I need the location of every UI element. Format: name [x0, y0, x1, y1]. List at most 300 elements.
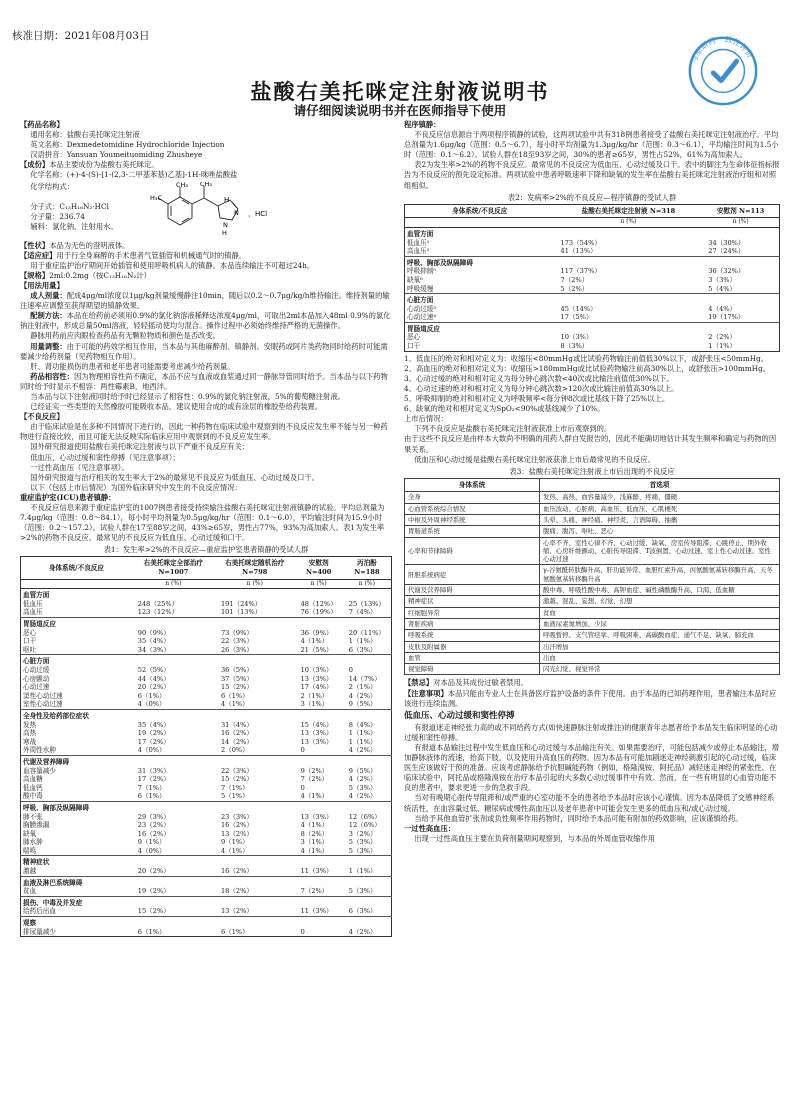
table-group-row [21, 801, 392, 812]
table-group-label: 损伤、中毒及并发症 [21, 896, 392, 907]
table-row-label: 酸中毒 [23, 792, 43, 801]
logo-text: 与原研药一致性评价 [689, 34, 755, 65]
dose-adjust-text: 由于可能的药效学相互作用，当本品与其他麻醉剂、镇静剂、安眠药或阿片类药物同时给药时可能需要减少给药剂量（见药物相互作用）。 [20, 341, 388, 361]
table-cell: 37（5%） [220, 674, 253, 683]
table-cell: 41（13%） [560, 247, 597, 256]
table-row-label: 中枢及外周神经系统 [405, 514, 540, 525]
table-cell: 13（3%） [300, 674, 333, 683]
table-cell: 44（4%） [137, 674, 170, 683]
hypotension-p1: 有报道迷走神经张力高的或不同给药方式(如快速静脉注射或推注)的健康青年志愿者给予本品发生临床明显的心动过缓和窦性停搏。 [404, 722, 778, 742]
transient-hypertension-heading: 一过性高血压： [404, 823, 456, 833]
table-group-label: 心脏方面 [21, 655, 392, 666]
table-group-row [21, 755, 392, 766]
table2-caption: 表2：发病率>2%的不良反应—程序镇静的受试人群 [507, 192, 677, 202]
table-cell: 7（2%） [300, 775, 329, 784]
table-cell: 11（3%） [300, 867, 333, 876]
table-cell: 45（14%） [560, 304, 597, 313]
table2-col-placebo: 安慰剂 N=113 [702, 204, 779, 218]
table-cell: 19（2%） [137, 729, 170, 738]
transient-hypertension-text: 出现一过性高血压主要在负荷剂量期间观察到，与本品的外周血管收缩作用 [414, 833, 656, 843]
specification-text: 2ml:0.2mg（按C₁₃H₁₆N₂计） [49, 270, 151, 280]
table-row [21, 792, 392, 801]
table-row-label: 精神症状 [405, 596, 540, 607]
hypotension-p2: 有报道本品输注过程中发生低血压和心动过缓与本品输注有关。如果需要治疗，可能包括减少或停止本品输注，增加静脉液体的流速，抬高下肢，以及使用升高血压的药物。因为本品有可能加剧迷走神经刺激引起的心动过缓，临床医生应该做好干预的准备。应该考虑静脉给予抗胆碱能药物（例如，格隆溴铵、阿托品）减轻迷走神经的紧张性。在临床试验中，阿托品或格隆溴铵在治疗本品引起的大多数心动过缓事件中有效。然而，在一些有明显的心血管功能不良的患者中，要求更进一步的急救手段。 [404, 742, 780, 793]
table-row-label: 低血压¹ [407, 238, 430, 247]
right-column [404, 120, 780, 844]
consistency-evaluation-logo [684, 30, 762, 108]
table-cell: 贫血 [540, 607, 780, 618]
table-row [405, 537, 780, 565]
table-cell: 123（12%） [137, 608, 179, 617]
table-row-label: 心房颤动 [23, 674, 50, 683]
table-row-label: 缺氧⁶ [407, 275, 423, 284]
table-row-label: 胸膜渗漏 [23, 821, 50, 830]
table1-col-propofol: 丙泊酚 N=188 [343, 557, 392, 579]
table-row-label: 肺水肿 [23, 838, 43, 847]
table-cell: 20（2%） [137, 683, 170, 692]
table-row [405, 503, 780, 514]
table-row [21, 683, 392, 692]
character-heading: 【性状】 [20, 240, 50, 250]
table-row-label: 排尿量减少 [23, 927, 56, 936]
svg-text:H: H [224, 195, 230, 204]
table2-col-system: 身体系统/不良反应 [405, 204, 555, 218]
table-cell: 出汗增加 [540, 641, 780, 652]
svg-text:H₃C: H₃C [150, 193, 163, 202]
hypotension-heading: 低血压、心动过缓和窦性停搏 [404, 710, 515, 721]
table-cell: 7（1%） [220, 783, 249, 792]
adverse-p2: 国外研究报道使用盐酸右美托咪定注射液与以下严重不良反应有关： [30, 442, 250, 452]
table-cell: 13（3%） [300, 729, 333, 738]
procedural-text-2: 表2为发生率>2%的药物不良反应。最常见的不良反应为低血压、心动过缓及口干。表中的脚注为生命体征指标报告为不良反应的预先设定标准。两项试验中患者呼吸速率下降和缺氧的发生率在盐酸右美托咪定注射液治疗组和对照组相似。 [404, 160, 780, 190]
table-cell: 20（11%） [348, 628, 385, 637]
formula-heading: 化学结构式： [30, 181, 74, 191]
drug-name-heading: 【药品名称】 [20, 120, 64, 129]
molecular-weight: 分子量：236.74 [30, 211, 85, 221]
table-row [405, 342, 780, 351]
table-row-label: 代谢及营养障碍 [405, 585, 540, 596]
postmarket-heading: 上市后情况： [404, 414, 448, 424]
table-cell: 酸中毒、呼吸性酸中毒、高钾血症、碱性磷酸酶升高、口渴、低血糖 [540, 585, 780, 596]
compatibility-heading: 药品相容性： [30, 371, 74, 381]
table-group-label: 胃肠道反应 [405, 322, 780, 333]
table-cell: 4（0%） [137, 746, 166, 755]
preparation-text: 本品在给药前必须用0.9%的氯化钠溶液稀释达浓度4μg/ml，可取出2ml本品加入48ml 0.9%的氯化钠注射液中，形成总量50ml溶液，轻轻摇动使均匀混合。操作过程中必须始终维持严格的无菌操作。 [20, 311, 391, 331]
table-group-row [21, 917, 392, 928]
page-subtitle: 请仔细阅读说明书并在医师指导下使用 [293, 103, 507, 118]
table-cell: 4（0%） [137, 700, 166, 709]
table-cell: 5（3%） [348, 838, 377, 847]
table-cell: 4（1%） [300, 792, 329, 801]
table-cell: 14（7%） [348, 674, 381, 683]
table-cell: 23（3%） [220, 812, 253, 821]
table-row [21, 666, 392, 675]
adult-dose-text: 配成4μg/ml浓度以1μg/kg剂量缓慢静注10min，随后以0.2～0.7μg/kg/h维持输注。维持剂量的输注速率应调整至获得期望的镇静效果。 [20, 291, 390, 311]
table-cell: 25（13%） [348, 599, 385, 608]
table-cell: 90（9%） [137, 628, 170, 637]
table-cell: 血压波动、心脏病、高血压、低血压、心肌梗死 [540, 503, 780, 514]
table-row [405, 333, 780, 342]
table-group-row [21, 589, 392, 600]
table-cell: 2（1%） [348, 683, 377, 692]
hcl-label: ，HCl [248, 209, 268, 218]
table-cell: 22（3%） [220, 637, 253, 646]
table-cell: 17（5%） [560, 313, 593, 322]
table-row-label: 呕吐 [23, 645, 37, 654]
table-group-label: 心脏方面 [405, 294, 780, 305]
table-row-label: 呼吸缓慢 [407, 284, 434, 293]
table-cell: 头晕、头痛、神经痛、神经炎、言语障碍、抽搐 [540, 514, 780, 525]
table-row [21, 746, 392, 755]
table-row [21, 813, 392, 822]
table-row-label: 给药后出血 [23, 907, 56, 916]
table-cell: 1（1%） [348, 737, 377, 746]
approval-date: 核准日期：2021年08月03日 [12, 30, 150, 42]
table-row [21, 692, 392, 701]
compatibility-text: 因为物理相容性尚不确定，本品不应与血液或血浆通过同一静脉导管同时给予。当本品与以下药物同时给予时显示不相容：两性霉素B，地西泮。 [20, 371, 388, 391]
table-row [405, 618, 780, 629]
table-cell: 16（2%） [220, 729, 253, 738]
table1-col-dex-rand: 右美托咪定随机治疗 N=798 [215, 557, 295, 579]
table-group-label: 代谢及营养障碍 [21, 755, 392, 766]
table-row [21, 729, 392, 738]
table-cell: 4（1%） [220, 846, 249, 855]
table-cell: 0 [300, 927, 305, 936]
footnote-6: 6、缺氧的绝对和相对定义为SpO₂<90%或基线减少了10%。 [404, 404, 605, 414]
table-cell: 3（3%） [708, 275, 737, 284]
table-cell: 4（4%） [708, 304, 737, 313]
table-row-label: 肺不张 [23, 812, 43, 821]
svg-text:CH₃: CH₃ [176, 181, 189, 189]
table-row-label: 窦性心动过速 [23, 691, 63, 700]
table1-col-placebo: 安慰剂 N=400 [295, 557, 343, 579]
contraindication-text: 对本品及其成份过敏者禁用。 [433, 678, 529, 688]
footnote-4: 4、心动过速的绝对和相对定义为每分钟心跳次数>120次或比输注前值高30%以上。 [404, 383, 679, 393]
table-cell: 7（4%） [348, 608, 377, 617]
table-row-label: 肝胆系统病症 [405, 565, 540, 585]
icu-text: 不良反应信息来源于重症监护室的1007例患者接受持续输注盐酸右美托咪定注射液镇静的试验。平均总剂量为7.4μg/kg（范围：0.8～84.1），每小时平均剂量为0.5μg/kg/hr（范围：0.1～6.0），平均输注时间为15.9小时（范围：0.2～157.2）。试验人群在17至88岁之间，43%≥65岁，男性占77%，93%为高加索人。表1为发生率>2%的药物不良反应。最常见的不良反应为低血压、心动过缓和口干。 [20, 503, 385, 543]
table-cell: 5（1%） [220, 792, 249, 801]
table-group-label: 呼吸、胸部及纵隔障碍 [405, 256, 780, 267]
table-cell: 4（2%） [348, 927, 377, 936]
table-cell: 18（2%） [220, 887, 253, 896]
indication-text: 用于行全身麻醉的手术患者气管插管和机械通气时的镇静。 [56, 250, 247, 260]
chemical-name: 化学名称：(+)-4-(S)-[1-(2,3-二甲基苯基)乙基]-1H-咪唑盐酸盐 [30, 170, 238, 180]
table-row [405, 247, 780, 256]
table-cell: 1（1%） [348, 867, 377, 876]
table-row-label: 恶心 [23, 628, 37, 637]
table-group-label: 全身性及给药部位症状 [21, 709, 392, 720]
table-row-label: 激越 [23, 867, 37, 876]
table-row-label: 喘鸣 [23, 846, 37, 855]
table-cell: 10（3%） [300, 666, 333, 674]
table-cell: 4（2%） [348, 746, 377, 755]
table-row-label: 血管 [405, 652, 540, 663]
footnote-5: 5、呼吸抑制的绝对和相对定义为呼吸频率<每分钟8次或比基线下降了25%以上。 [404, 394, 670, 404]
table-cell: 19（2%） [137, 887, 170, 896]
table-group-row [21, 709, 392, 720]
table-row-label: 心动过速 [23, 683, 50, 692]
table-cell: 激越、混乱、妄想、幻觉、幻想 [540, 596, 780, 607]
table3-col-system: 身体系统 [405, 478, 540, 492]
page-title: 盐酸右美托咪定注射液说明书 [250, 80, 550, 104]
table-cell: 1（1%） [348, 729, 377, 738]
table-row [21, 830, 392, 839]
svg-text:CH₃: CH₃ [200, 181, 213, 188]
table-cell: 29（3%） [137, 812, 170, 821]
table-group-row [405, 294, 780, 305]
compatibility-text-2: 当本品与以下注射液同时给予时已经显示了相容性：0.9%的氯化钠注射液，5%的葡萄糖注射液。 [30, 391, 345, 401]
table-cell: 8（4%） [348, 720, 377, 729]
table-row-label: 贫血 [23, 887, 37, 896]
caution-heading: 【注意事项】 [404, 688, 448, 698]
postmarket-p2: 由于这些不良反应是由样本大数尚不明确的用药人群自发报告的，因此不能确切地估计其发生频率和确定与药物的因果关系。 [404, 434, 777, 454]
excipients: 辅料：氯化钠、注射用水。 [30, 221, 118, 231]
table-cell: 3（1%） [300, 700, 329, 709]
table-cell: 4（1%） [300, 637, 329, 646]
table-cell: 117（37%） [560, 267, 601, 276]
table-row [21, 637, 392, 646]
table-row [405, 526, 780, 537]
table-cell: 9（5%） [348, 766, 377, 775]
table-row [405, 585, 780, 596]
table-row [21, 646, 392, 655]
table-cell: 呼吸暂停、支气管痉挛、呼吸困难、高碳酸血症、通气不足、缺氧、肺充血 [540, 630, 780, 641]
table-cell: 4（2%） [348, 775, 377, 784]
table-cell: 101（13%） [220, 608, 262, 617]
table-cell: 21（5%） [300, 645, 333, 654]
table-cell: 35（4%） [137, 720, 170, 729]
procedural-heading: 程序镇静： [404, 120, 441, 129]
table-row [21, 608, 392, 617]
adverse-p5: 国外研究报道与治疗相关的发生率大于2%的最常见不良反应为低血压、心动过缓及口干。 [30, 472, 320, 482]
adverse-p6: 以下（包括上市后情况）为国外临床研究中发生的不良反应情况： [30, 482, 242, 492]
table-group-label: 血管方面 [21, 589, 392, 600]
table-group-row [405, 256, 780, 267]
table-cell: 4（2%） [348, 691, 377, 700]
table-row [21, 721, 392, 730]
table-row-label: 心动过缓³ [407, 304, 437, 313]
table-cell: 15（2%） [220, 683, 253, 692]
table-row [405, 652, 780, 663]
table-cell: 4（1%） [220, 700, 249, 709]
table-cell: 12（6%） [348, 812, 381, 821]
table-row-label: 红细胞异常 [405, 607, 540, 618]
table-row-label: 皮肤及附属器 [405, 641, 540, 652]
footnote-3: 3、心动过缓的绝对和相对定义为每分钟心跳次数<40次或比输注前值低30%以下。 [404, 373, 674, 383]
table-row [405, 664, 780, 675]
table-row [21, 867, 392, 876]
table-cell: 27（24%） [708, 247, 745, 256]
table-cell: 76（19%） [300, 608, 337, 617]
table-cell: 248（25%） [137, 599, 179, 608]
table-cell: 8（2%） [300, 829, 329, 838]
table2-col-dex: 盐酸右美托咪定注射液 N=318 [555, 204, 703, 218]
caution-text: 本品只能由专业人士在具备医疗监护设备的条件下使用。由于本品的已知药理作用，患者输注本品时应该进行连续监测。 [404, 688, 777, 708]
table-row-label: 低血压 [23, 599, 43, 608]
table-cell: 3（1%） [300, 838, 329, 847]
table1-icu-adverse: 身体系统/不良反应 右美托咪定全部治疗 N=1007 右美托咪定随机治疗 N=798 安慰剂 N=400 丙泊酚 N=188 n (%) n (%) n (%) n (%) 血管方面 低血压 248（25%） 191（24%） 48（12%） 25（13%） 高血压 123（12%） 101（13%） 76（19%） 7（4%） 胃肠道反应 恶心 90（9%） 73（9%） 36（9%） 20（11%） 口干 35（4%） 22（3%） 4（1%） 1（1%） 呕吐 34（3%） 26（3%） 21（5%） 6（3%） 心脏方面 心动过缓 52（5%） 36（5%） 10（3%） 0 心房颤动 44（4%） 37（5%） 13（3%） 14（7%） 心动过速 20（2%） 15（2%） 17（4%） 2（1%） 窦性心动过速 6（1%） 6（1%） 2（1%） 4（2%） 室性心动过速 4（0%） 4（1%） 3（1%） 9（5%） 全身性及给药部位症状 发热 35（4%） 31（4%） 15（4%） 8（4%） 高热 19（2%） 16（2%） 13（3%） 1（1%） 寒战 17（2%） 14（2%） 13（3%） 1（1%） 外周性水肿 4（0%） 2（0%） 0 4（2%） 代谢及营养障碍 血容量减少 31（3%） 22（3%） 9（2%） 9（5%） 高血糖 17（2%） 15（2%） 7（2%） 4（2%） 低血钙 7（1%） 7（1%） 0 5（3%） 酸中毒 6（1%） 5（1%） 4（1%） 4（2%） 呼吸、胸部及纵隔障碍 肺不张 29（3%） 23（3%） 13（3%） 12（6%） 胸膜渗漏 23（2%） 16（2%） 4（1%） 12（6%） 缺氧 16（2%） 13（2%） 8（2%） 3（2%） 肺水肿 9（1%） 9（1%） 3（1%） 5（3%） 喘鸣 4（0%） 4（1%） 4（1%） 5（3%） 精神症状 激越 20（2%） 16（2%） 11（3%） 1（1%） 血液及淋巴系统障碍 贫血 19（2%） 18（2%） 7（2%） 5（3%） 损伤、中毒及并发症 给药后出血 15（2%） 13（2%） 11（3%） 6（3%） 观察 排尿量减少 6（1%） 6（1%） 0 4（2%） [20, 556, 392, 937]
composition-heading: 【成份】 [20, 160, 50, 170]
table-cell: 73（9%） [220, 628, 253, 637]
table-cell: 16（2%） [137, 829, 170, 838]
table3-caption: 表3：盐酸右美托咪定注射液上市后出现的不良反应 [509, 466, 675, 476]
table-row-label: 寒战 [23, 737, 37, 746]
table3-postmarket-adverse [404, 478, 780, 676]
table-cell: 5（3%） [348, 783, 377, 792]
preparation-heading: 配制方法： [30, 311, 67, 321]
table-row [405, 607, 780, 618]
table-row-label: 外周性水肿 [23, 746, 56, 755]
postmarket-p1: 下列不良反应是盐酸右美托咪定注射液获准上市后观察到的。 [414, 424, 612, 434]
table-cell: 16（2%） [220, 867, 253, 876]
table-cell: 34（30%） [708, 238, 745, 247]
procedural-text: 不良反应信息源自于两项程序镇静的试验，这两项试验中共有318例患者接受了盐酸右美托咪定注射液治疗。平均总剂量为1.6μg/kg（范围：0.5～6.7），每小时平均剂量为1.3μg/kg/hr（范围：0.3～6.1），平均输注时间为1.5小时（范围：0.1～6.2）。试验人群在18至93岁之间，30%的患者≥65岁，男性占52%，61%为高加索人。 [404, 130, 779, 160]
left-column [20, 120, 392, 937]
table-row-label: 发热 [23, 720, 37, 729]
table-cell: 5（3%） [348, 846, 377, 855]
table-cell: 4（1%） [300, 846, 329, 855]
table-cell: 7（2%） [560, 275, 589, 284]
table-cell: 15（4%） [300, 720, 333, 729]
table-cell: 4（0%） [137, 846, 166, 855]
table-row [21, 675, 392, 684]
table-cell: 20（2%） [137, 867, 170, 876]
table-group-row [405, 322, 780, 333]
table-cell: 0 [300, 783, 305, 792]
table-group-row [21, 856, 392, 867]
table-row [21, 928, 392, 937]
table-row [21, 907, 392, 916]
table-cell: 心率不齐、室性心律不齐、心动过缓、缺氧、房室传导阻滞、心跳停止、期外收缩、心房纤维颤动、心脏传导阻滞、T波倒置、心动过速、室上性心动过速、室性心动过速 [540, 537, 780, 565]
table-cell: 出血 [540, 652, 780, 663]
inspection-text: 静脉用药前应肉眼检查药品有无颗粒物质和颜色是否改变。 [30, 331, 220, 341]
table-cell: 17（2%） [137, 775, 170, 784]
indication-heading: 【适应症】 [20, 250, 57, 260]
table-cell: 22（3%） [220, 766, 253, 775]
table-row-label: 呼吸抑制⁵ [407, 267, 437, 276]
table1-caption: 表1：发生率>2%的不良反应—重症监护室患者镇静的受试人群 [103, 545, 309, 555]
table-row-label: 血容量减少 [23, 766, 56, 775]
table-row-label: 口干 [23, 637, 37, 646]
footnote-2: 2、高血压的绝对和相对定义为：收缩压>180mmHg或比试验药物输注前高30%以上，或舒张压>100mmHg。 [404, 363, 771, 373]
table-cell: 31（3%） [137, 766, 170, 775]
table-cell: 36（5%） [220, 666, 253, 674]
table-group-label: 精神症状 [21, 856, 392, 867]
table-cell: 15（2%） [220, 775, 253, 784]
table-cell: 3（2%） [348, 829, 377, 838]
table-cell: 腹痛、腹泻、呕吐、恶心 [540, 526, 780, 537]
dose-adjust-heading: 用量调整： [30, 341, 67, 351]
table-row [405, 276, 780, 285]
table-row-label: 视觉障碍 [405, 664, 540, 675]
table-cell: 13（3%） [300, 812, 333, 821]
english-name: 英文名称：Dexmedetomidine Hydrochloride Injection [30, 140, 225, 150]
table-cell: 9（5%） [348, 700, 377, 709]
table-cell: 6（1%） [220, 691, 249, 700]
table-group-row [405, 227, 780, 238]
table-row [405, 313, 780, 322]
liver-kidney-text: 肝、肾功能损伤的患者和老年患者可能需要考虑减少给药剂量。 [30, 361, 235, 371]
table-cell: 4（2%） [348, 792, 377, 801]
table-row [405, 630, 780, 641]
table-cell: 36（32%） [708, 267, 745, 276]
table-group-row [21, 876, 392, 887]
pinyin-name: 汉语拼音：Yansuan Youmeituomiding Zhusheye [30, 150, 203, 160]
table-cell: 6（3%） [348, 645, 377, 654]
table-row [21, 887, 392, 896]
table-cell: 19（17%） [708, 313, 745, 322]
table-row [405, 285, 780, 294]
table-cell: 23（2%） [137, 821, 170, 830]
table-cell: 36（9%） [300, 628, 333, 637]
table-row [21, 821, 392, 830]
table-cell: 10（3%） [560, 333, 593, 342]
molecular-formula: 分子式：C₁₃H₁₆N₂·HCl [30, 201, 109, 211]
table-row [21, 629, 392, 638]
table-row [405, 596, 780, 607]
table-row [405, 267, 780, 276]
table-row-label: 心动过缓 [23, 666, 50, 674]
table-group-row [21, 618, 392, 629]
table-row [21, 767, 392, 776]
table-cell: 9（2%） [300, 766, 329, 775]
table-cell: 6（1%） [220, 927, 249, 936]
table-row-label: 低血钙 [23, 783, 43, 792]
adult-dose-heading: 成人剂量： [30, 291, 67, 301]
adverse-p3: 低血压、心动过缓和窦性停搏（见注意事项）； [30, 452, 180, 462]
table-cell: 16（2%） [220, 821, 253, 830]
table-row-label: 心率和节律障碍 [405, 537, 540, 565]
table-cell: 7（2%） [300, 887, 329, 896]
table-row [405, 641, 780, 652]
table-row-label: 室性心动过速 [23, 700, 63, 709]
table-group-row [21, 655, 392, 666]
composition-text: 本品主要成份为盐酸右美托咪定。 [49, 160, 159, 170]
table-row [405, 305, 780, 314]
table-row-label: 高血糖 [23, 775, 43, 784]
generic-name: 通用名称：盐酸右美托咪定注射液 [30, 130, 140, 140]
table-cell: 15（2%） [137, 907, 170, 916]
table-group-label: 血液及淋巴系统障碍 [21, 876, 392, 887]
table-cell: 5（4%） [708, 284, 737, 293]
table-cell: 2（1%） [300, 691, 329, 700]
table-row [405, 514, 780, 525]
table-cell: 11（3%） [300, 907, 333, 916]
table-cell: 2（2%） [708, 333, 737, 342]
table-cell: 8（3%） [560, 342, 589, 351]
table-cell: 0 [348, 666, 353, 674]
table-row-label: 呼吸系统 [405, 630, 540, 641]
table-row [405, 239, 780, 248]
table-cell: 191（24%） [220, 599, 262, 608]
table-row-label: 高热 [23, 729, 37, 738]
usage-heading: 【用法用量】 [20, 280, 64, 290]
table3-col-preferred: 首选项 [540, 478, 780, 492]
adverse-p1: 由于临床试验是在多种不同情况下进行的，因此一种药物在临床试验中观察到的不良反应发生率不能与另一种药物进行直接比较，而且可能无法反映实际临床应用中观察到的不良反应发生率。 [20, 422, 388, 442]
table-group-label: 呼吸、胸部及纵隔障碍 [21, 801, 392, 812]
table-row [21, 838, 392, 847]
specification-heading: 【规格】 [20, 270, 50, 280]
table-cell: 5（3%） [348, 887, 377, 896]
table-cell: 17（2%） [137, 737, 170, 746]
table-cell: 6（1%） [137, 691, 166, 700]
hypotension-p3: 当对有晚期心脏传导阻滞和/或严重的心室功能不全的患者给予本品时应该小心谨慎。因为本品降低了交感神经系统活性，在血容量过低、糖尿病或慢性高血压以及老年患者中可能会发生更多的低血压和/或心动过缓。 [404, 793, 775, 813]
contraindication-heading: 【禁忌】 [404, 678, 434, 688]
table-group-row [21, 896, 392, 907]
table-cell: 26（3%） [220, 645, 253, 654]
table-row-label: 口干 [407, 342, 421, 351]
